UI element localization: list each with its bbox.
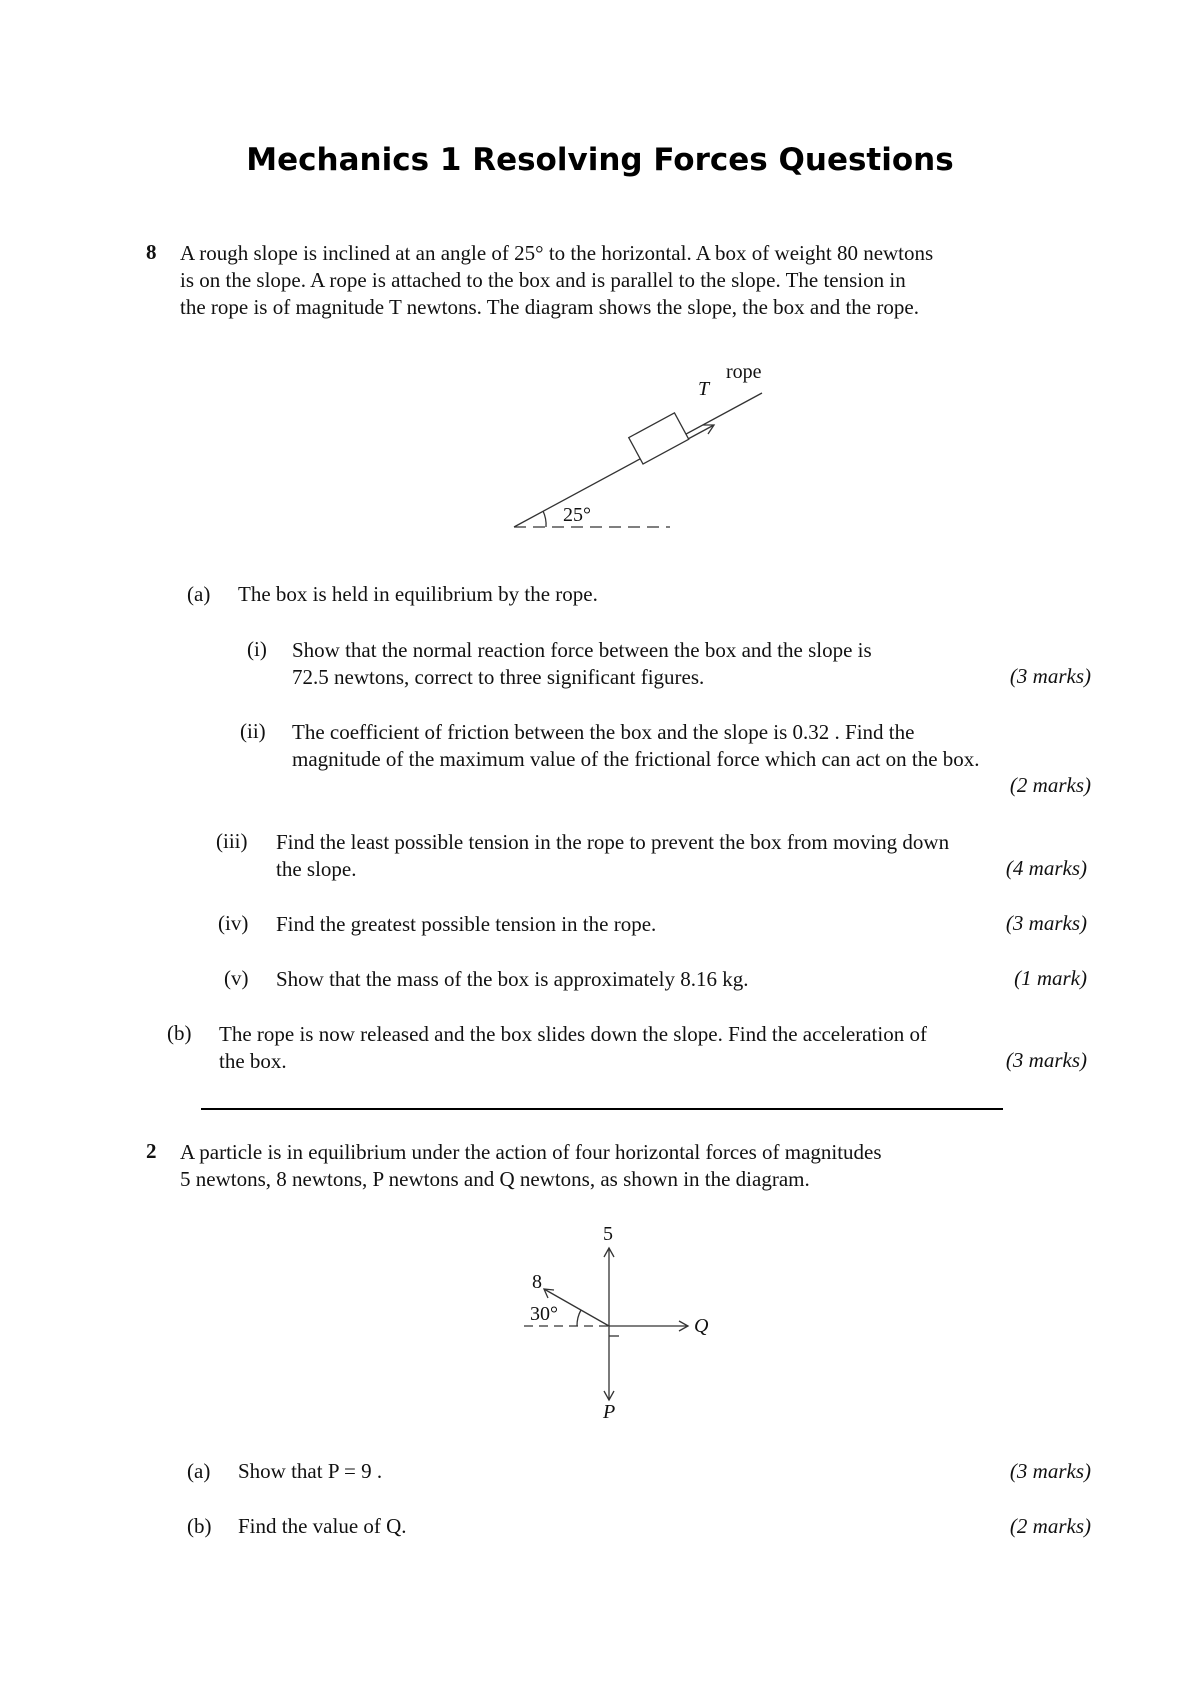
force-p-label: P <box>603 1401 616 1420</box>
force-5-label: 5 <box>603 1223 613 1245</box>
question-2-intro <box>180 1139 882 1193</box>
intro-line: the rope is of magnitude T newtons. The diagram shows the slope, the box and the rope. <box>180 295 919 319</box>
question-8-intro <box>180 240 933 321</box>
force-diagram <box>510 1220 730 1420</box>
subpart-line: Show that the mass of the box is approximately 8.16 kg. <box>276 967 749 991</box>
section-divider <box>201 1108 1003 1110</box>
page-title: Mechanics 1 Resolving Forces Questions <box>246 142 954 178</box>
rope-label: rope <box>726 361 762 383</box>
question-8-number: 8 <box>146 240 157 264</box>
part-b-line: The rope is now released and the box slides down the slope. Find the acceleration of <box>219 1022 927 1046</box>
tension-label: T <box>698 378 710 400</box>
force-q-label: Q <box>694 1315 709 1337</box>
part-a-label: (a) <box>187 1459 211 1483</box>
question-2-number: 2 <box>146 1139 157 1163</box>
force-8-label: 8 <box>532 1271 542 1293</box>
subpart-line: Find the greatest possible tension in the rope. <box>276 912 657 936</box>
subpart-line: Show that the normal reaction force between the box and the slope is <box>292 638 872 662</box>
subpart-line: magnitude of the maximum value of the frictional force which can act on the box. <box>292 747 980 771</box>
intro-line: A rough slope is inclined at an angle of 25° to the horizontal. A box of weight 80 newtons <box>180 241 934 265</box>
subpart-line: The coefficient of friction between the box and the slope is 0.32 . Find the <box>292 720 915 744</box>
intro-line: 5 newtons, 8 newtons, P newtons and Q newtons, as shown in the diagram. <box>180 1167 810 1191</box>
marks-label: (3 marks) <box>1005 911 1087 935</box>
angle-label: 25° <box>563 504 591 526</box>
angle-arc <box>543 511 546 527</box>
subpart-label: (iii) <box>216 829 248 853</box>
subpart-label: (i) <box>247 637 267 661</box>
subpart-line: 72.5 newtons, correct to three significant figures. <box>292 665 705 689</box>
marks-label: (3 marks) <box>1005 1048 1087 1072</box>
subpart-text <box>276 829 949 883</box>
part-a-label: (a) <box>187 582 211 606</box>
subpart-text <box>276 911 656 938</box>
subpart-text <box>292 637 872 691</box>
subpart-label: (v) <box>224 966 249 990</box>
intro-line: A particle is in equilibrium under the action of four horizontal forces of magnitudes <box>180 1140 882 1164</box>
slope-line <box>514 393 762 527</box>
part-b-line: the box. <box>219 1049 287 1073</box>
part-b-text: Find the value of Q. <box>238 1514 407 1538</box>
part-b-label: (b) <box>167 1021 192 1045</box>
subpart-line: the slope. <box>276 857 357 881</box>
marks-label: (1 mark) <box>1014 966 1087 990</box>
part-a-text: The box is held in equilibrium by the rope. <box>238 582 598 606</box>
marks-label: (3 marks) <box>1009 664 1091 688</box>
slope-diagram <box>500 355 790 540</box>
subpart-label: (iv) <box>218 911 249 935</box>
part-b-text <box>219 1021 927 1075</box>
marks-label: (4 marks) <box>1005 856 1087 880</box>
intro-line: is on the slope. A rope is attached to the box and is parallel to the slope. The tension in <box>180 268 906 292</box>
box-shape <box>629 413 689 464</box>
angle-arc <box>577 1310 581 1326</box>
marks-label: (2 marks) <box>1009 773 1091 797</box>
part-b-label: (b) <box>187 1514 212 1538</box>
marks-label: (3 marks) <box>1009 1459 1091 1483</box>
angle-label: 30° <box>530 1303 558 1325</box>
marks-label: (2 marks) <box>1009 1514 1091 1538</box>
subpart-text <box>292 719 980 773</box>
subpart-label: (ii) <box>240 719 266 743</box>
subpart-text <box>276 966 748 993</box>
subpart-line: Find the least possible tension in the rope to prevent the box from moving down <box>276 830 950 854</box>
part-a-text: Show that P = 9 . <box>238 1459 383 1483</box>
